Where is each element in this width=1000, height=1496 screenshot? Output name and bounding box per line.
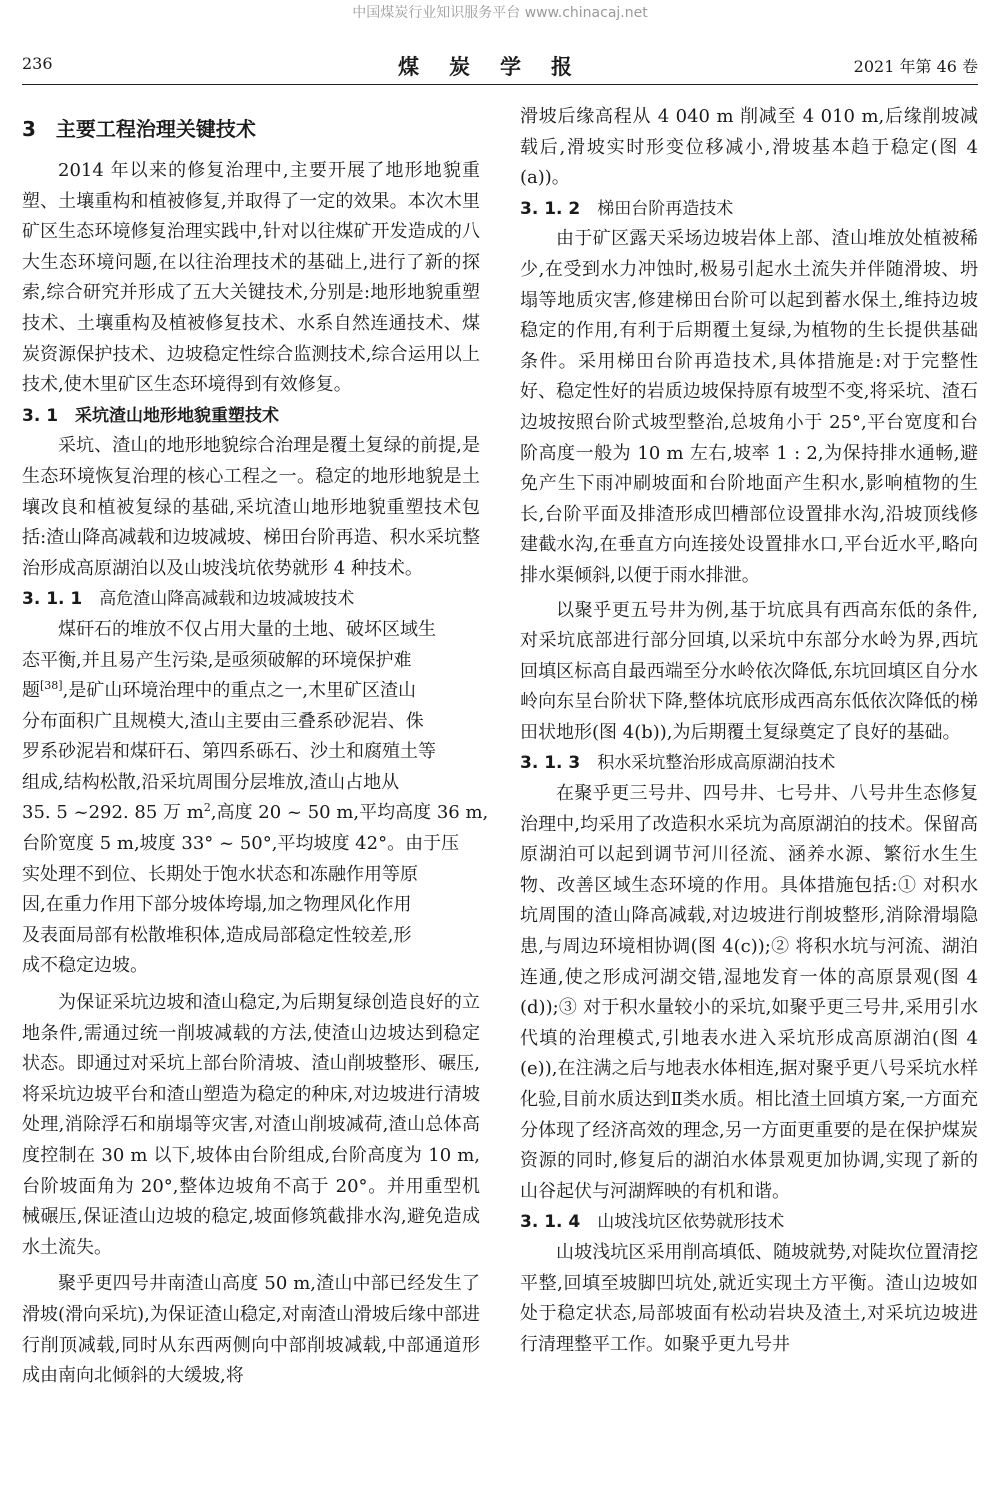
- text-line: 煤矸石的堆放不仅占用大量的土地、破坏区域生: [58, 618, 436, 640]
- paragraph: 山坡浅坑区采用削高填低、随坡就势,对陡坎位置清挖平整,回填至坡脚凹坑处,就近实现土方平衡。渣山边坡如处于稳定状态,局部坡面有松动岩块及渣土,对采坑边坡进行清理整平工作。如聚乎更九号井: [520, 1241, 978, 1355]
- subsubsection-title: 梯田台阶再造技术: [597, 198, 734, 219]
- paragraph: 采坑、渣山的地形地貌综合治理是覆土复绿的前提,是生态环境恢复治理的核心工程之一。稳定的地形地貌是土壤改良和植被复绿的基础,采坑渣山地形地貌重塑技术包括:渣山降高减载和边坡减坡、梯田台阶再造、积水采坑整治形成高原湖泊以及山坡浅坑依势就形 4 种技术。: [22, 435, 480, 579]
- subsubsection-title: 山坡浅坑区依势就形技术: [597, 1212, 785, 1233]
- text-fragment: 35. 5 ~292. 85 万 m: [22, 802, 204, 824]
- subsubsection-title: 积水采坑整治形成高原湖泊技术: [597, 753, 836, 774]
- right-column: [520, 102, 978, 1360]
- text-line: 成不稳定边坡。: [22, 955, 148, 977]
- running-header: [22, 54, 978, 82]
- text-line: 实处理不到位、长期处于饱水状态和冻融作用等原: [22, 863, 418, 885]
- section-title: 主要工程治理关键技术: [55, 117, 256, 141]
- subsection-heading: [22, 401, 480, 432]
- journal-title: 煤炭学报: [398, 54, 602, 79]
- subsubsection-number: 3. 1. 1: [22, 589, 83, 610]
- subsection-title: 采坑渣山地形地貌重塑技术: [75, 405, 280, 426]
- text-line: 态平衡,并且易产生污染,是亟须破解的环境保护难: [22, 649, 412, 671]
- text-line: [22, 798, 489, 829]
- watermark: 中国煤炭行业知识服务平台 www.chinacaj.net: [352, 5, 648, 21]
- subsubsection-heading: [520, 748, 978, 779]
- subsubsection-heading: [22, 584, 480, 615]
- paragraph: [22, 615, 489, 982]
- subsubsection-heading: [520, 1207, 978, 1238]
- subsubsection-number: 3. 1. 2: [520, 198, 581, 219]
- paragraph: 聚乎更四号井南渣山高度 50 m,渣山中部已经发生了滑坡(滑向采坑),为保证渣山稳定,对南渣山滑坡后缘中部进行削顶减载,同时从东西两侧向中部削坡减载,中部通道形成由南向北倾斜的大缓坡,将: [22, 1273, 480, 1387]
- text-line: [22, 676, 480, 707]
- text-fragment: ,是矿山环境治理中的重点之一,木里矿区渣山: [62, 680, 417, 702]
- paragraph: 2014 年以来的修复治理中,主要开展了地形地貌重塑、土壤重构和植被修复,并取得了一定的效果。本次木里矿区生态环境修复治理实践中,针对以往煤矿开发造成的八大生态环境问题,在以往治理技术的基础上,进行了新的探索,综合研究并形成了五大关键技术,分别是:地形地貌重塑技术、土壤重构及植被修复技术、水系自然连通技术、煤炭资源保护技术、边坡稳定性综合监测技术,综合运用以上技术,使木里矿区生态环境得到有效修复。: [22, 160, 480, 396]
- subsection-number: 3. 1: [22, 405, 59, 426]
- paragraph: 为保证采坑边坡和渣山稳定,为后期复绿创造良好的立地条件,需通过统一削坡减载的方法,使渣山边坡达到稳定状态。即通过对采坑上部台阶清坡、渣山削坡整形、碾压,将采坑边坡平台和渣山塑造为稳定的种床,对边坡进行清坡处理,消除浮石和崩塌等灾害,对渣山削坡减荷,渣山总体高度控制在 30 m 以下,坡体由台阶组成,台阶高度为 10 m,台阶坡面角为 20°,整体边坡角不高于 20°。并用重型机械碾压,保证渣山边坡的稳定,坡面修筑截排水沟,避免造成水土流失。: [22, 992, 480, 1258]
- text-line: 因,在重力作用下部分坡体垮塌,加之物理风化作用: [22, 894, 412, 916]
- subsubsection-number: 3. 1. 3: [520, 753, 581, 774]
- paragraph: 滑坡后缘高程从 4 040 m 削减至 4 010 m,后缘削坡减载后,滑坡实时形变位移减小,滑坡基本趋于稳定(图 4(a))。: [520, 106, 978, 189]
- subsubsection-number: 3. 1. 4: [520, 1212, 581, 1233]
- citation[interactable]: [38]: [40, 679, 63, 693]
- text-line: 罗系砂泥岩和煤矸石、第四系砾石、沙土和腐殖土等: [22, 741, 436, 763]
- subsubsection-heading: [520, 194, 978, 225]
- superscript: 2: [203, 801, 211, 815]
- section-heading: [22, 112, 480, 146]
- text-fragment: 题: [22, 680, 40, 702]
- text-line: 组成,结构松散,沿采坑周围分层堆放,渣山占地从: [22, 771, 400, 793]
- text-line: 台阶宽度 5 m,坡度 33° ~ 50°,平均坡度 42°。由于压: [22, 833, 460, 855]
- issue-info: 2021 年第 46 卷: [853, 57, 978, 76]
- paragraph: 由于矿区露天采场边坡岩体上部、渣山堆放处植被稀少,在受到水力冲蚀时,极易引起水土流失并伴随滑坡、坍塌等地质灾害,修建梯田台阶可以起到蓄水保土,维持边坡稳定的作用,有利于后期覆土复绿,为植物的生长提供基础条件。采用梯田台阶再造技术,具体措施是:对于完整性好、稳定性好的岩质边坡保持原有坡型不变,将采坑、渣石边坡按照台阶式坡型整治,总坡角小于 25°,平台宽度和台阶高度一般为 10 m 左右,坡率 1 : 2,为保持排水通畅,避免产生下雨冲刷坡面和台阶地面产生积水,影响植物的生长,台阶平面及排渣形成凹槽部位设置排水沟,沿坡顶线修建截水沟,在垂直方向连接处设置排水口,平台近水平,略向排水渠倾斜,以便于雨水排泄。: [520, 228, 978, 586]
- subsubsection-title: 高危渣山降高减载和边坡减坡技术: [99, 589, 355, 610]
- section-number: 3: [22, 117, 36, 141]
- header-rule: [22, 84, 978, 85]
- text-line: 及表面局部有松散堆积体,造成局部稳定性较差,形: [22, 924, 412, 946]
- text-fragment: ,高度 20 ~ 50 m,平均高度 36 m,: [210, 802, 489, 824]
- page-number: 236: [22, 54, 53, 73]
- paragraph: 在聚乎更三号井、四号井、七号井、八号井生态修复治理中,均采用了改造积水采坑为高原湖泊的技术。保留高原湖泊可以起到调节河川径流、涵养水源、繁衍水生生物、改善区域生态环境的作用。具体措施包括:① 对积水坑周围的渣山降高减载,对边坡进行削坡整形,消除滑塌隐患,与周边环境相协调(图 4(c));② 将积水坑与河流、湖泊连通,使之形成河湖交错,湿地发育一体的高原景观(图 4(d));③ 对于积水量较小的采坑,如聚乎更三号井,采用引水代填的治理模式,引地表水进入采坑形成高原湖泊(图 4(e)),在注满之后与地表水体相连,据对聚乎更八号采坑水样化验,目前水质达到Ⅱ类水质。相比渣土回填方案,一方面充分体现了经济高效的理念,另一方面更重要的是在保护煤炭资源的同时,修复后的湖泊水体景观更加协调,实现了新的山谷起伏与河湖辉映的有机和谐。: [520, 783, 978, 1202]
- paragraph: 以聚乎更五号井为例,基于坑底具有西高东低的条件,对采坑底部进行部分回填,以采坑中东部分水岭为界,西坑回填区标高自最西端至分水岭依次降低,东坑回填区自分水岭向东呈台阶状下降,整体坑底形成西高东低依次降低的梯田状地形(图 4(b)),为后期覆土复绿奠定了良好的基础。: [520, 599, 978, 743]
- text-line: 分布面积广且规模大,渣山主要由三叠系砂泥岩、侏: [22, 710, 424, 732]
- left-column: [22, 102, 489, 1392]
